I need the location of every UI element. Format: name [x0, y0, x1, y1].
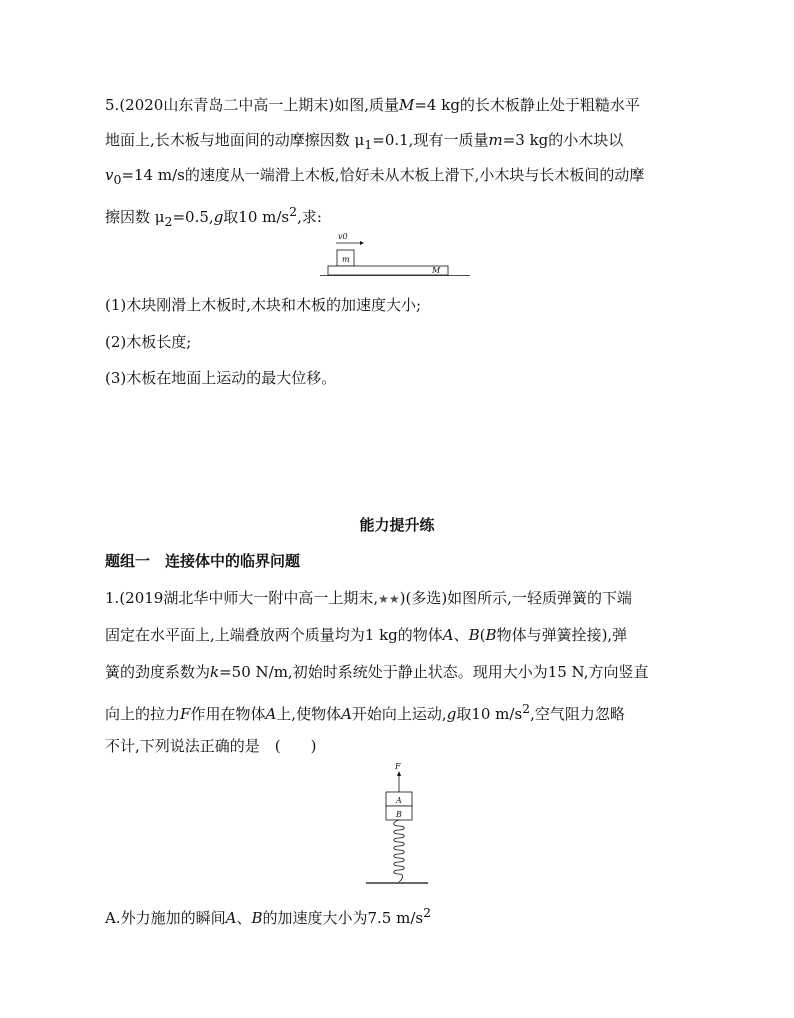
difficulty-stars-icon: ★★ [378, 592, 400, 606]
subscript: 0 [113, 172, 122, 187]
var-A: A [265, 705, 277, 723]
text: 固定在水平面上,上端叠放两个质量均为1 kg的物体 [105, 626, 443, 644]
var-B: B [468, 626, 480, 644]
var-g: g [213, 208, 224, 226]
text: =50 N/m,初始时系统处于静止状态。现用大小为15 N,方向竖直 [219, 663, 649, 681]
text: 上,使物体 [276, 705, 342, 723]
var-A: A [442, 626, 454, 644]
problem1-line5: 不计,下列说法正确的是 ( ) [105, 737, 317, 755]
problem5-line1 [105, 95, 640, 115]
fig-label-B: B [396, 810, 402, 819]
text: ,空气阻力忽略 [530, 705, 625, 723]
text: 作用在物体 [190, 705, 266, 723]
var-B: B [251, 909, 263, 927]
superscript: 2 [522, 701, 531, 716]
text: =3 kg的小木块以 [502, 131, 624, 149]
problem-number: 1. [105, 589, 120, 607]
text: 的加速度大小为7.5 m/s [262, 909, 424, 927]
text: 开始向上运动, [351, 705, 447, 723]
problem-source: (2020山东青岛二中高一上期末) [119, 96, 335, 114]
text: )(多选)如图所示,一轻质弹簧的下端 [399, 589, 632, 607]
superscript: 2 [423, 905, 432, 920]
text: 向上的拉力 [105, 705, 181, 723]
problem1-line1 [105, 588, 632, 609]
var-F: F [180, 705, 191, 723]
var-m: m [488, 131, 503, 149]
problem-source: (2019湖北华中师大一附中高一上期末, [119, 589, 379, 607]
question-2: (2)木板长度; [105, 333, 192, 351]
fig-label-F: F [395, 762, 401, 771]
var-M: M [398, 96, 415, 114]
text: =0.5, [172, 208, 214, 226]
spring-icon [394, 820, 405, 882]
text: 、 [236, 909, 252, 927]
text: =0.1,现有一质量 [372, 131, 489, 149]
text: A.外力施加的瞬间 [105, 909, 226, 927]
group-title: 题组一 连接体中的临界问题 [105, 552, 301, 570]
superscript: 2 [289, 204, 298, 219]
fig-label-v0: v0 [338, 232, 348, 241]
var-A: A [225, 909, 237, 927]
text: 取10 m/s [223, 208, 290, 226]
problem5-line2 [105, 130, 623, 155]
text: 物体与弹簧拴接),弹 [496, 626, 628, 644]
text: 取10 m/s [456, 705, 523, 723]
var-g: g [446, 705, 457, 723]
problem1-line2 [105, 625, 627, 645]
question-1: (1)木块刚滑上木板时,木块和木板的加速度大小; [105, 296, 422, 314]
subscript: 2 [164, 214, 173, 229]
problem5-line4 [105, 202, 322, 232]
text: =4 kg的长木板静止处于粗糙水平 [414, 96, 640, 114]
block-board-figure [320, 228, 480, 280]
subscript: 1 [364, 137, 373, 152]
problem-number: 5. [105, 96, 120, 114]
var-A: A [341, 705, 352, 723]
problem1-line3 [105, 662, 649, 682]
var-k: k [210, 663, 220, 681]
fig-label-A: A [396, 796, 402, 805]
question-3: (3)木板在地面上运动的最大位移。 [105, 369, 337, 387]
fig-label-M: M [432, 266, 441, 275]
problem1-line4 [105, 699, 625, 724]
text: =14 m/s的速度从一端滑上木板,恰好未从木板上滑下,小木块与长木板间的动摩 [121, 166, 645, 184]
text: 地面上,长木板与地面间的动摩擦因数 μ [105, 131, 365, 149]
text: ,求: [297, 208, 322, 226]
long-board-M [328, 266, 448, 275]
text: 簧的劲度系数为 [105, 663, 211, 681]
problem5-line3 [105, 165, 644, 190]
text: 擦因数 μ [105, 208, 165, 226]
spring-blocks-figure [362, 760, 432, 890]
text: 、 [453, 626, 469, 644]
section-title: 能力提升练 [359, 516, 435, 534]
var-v: v [105, 166, 114, 184]
text: ( [479, 626, 486, 644]
var-B: B [485, 626, 497, 644]
fig-label-m: m [342, 255, 350, 264]
text: 如图,质量 [334, 96, 399, 114]
option-A [105, 903, 431, 928]
